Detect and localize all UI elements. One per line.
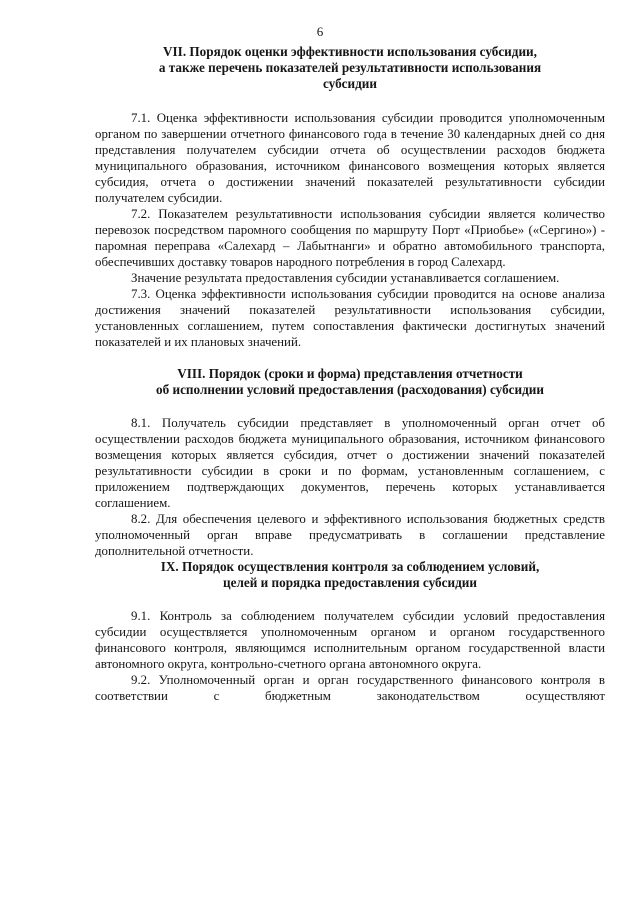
- heading-line: VIII. Порядок (сроки и форма) представления отчетности: [177, 366, 523, 381]
- paragraph-7-1: 7.1. Оценка эффективности использования субсидии проводится уполномоченным органом по завершении отчетного финансового года в течение 30 календарных дней со дня представления получателем субсидии отчета об осуществлении расходов бюджета муниципального образования, источником финансового возмещения которых является субсидия, отчета о достижении значений показателей результативности субсидии получателем субсидии.: [95, 111, 605, 205]
- section-7-heading: [95, 44, 605, 92]
- section-7: [95, 44, 605, 350]
- paragraph-result-value: Значение результата предоставления субсидии устанавливается соглашением.: [131, 271, 560, 285]
- paragraph-7-3: 7.3. Оценка эффективности использования субсидии проводится на основе анализа достижения значений показателей результативности использования субсидии, установленных соглашением, путем сопоставления фактически достигнутых значений показателей и их плановых значений.: [95, 287, 605, 349]
- heading-line: субсидии: [322, 76, 377, 91]
- paragraph-8-1: 8.1. Получатель субсидии представляет в уполномоченный орган отчет об осуществлении расходов бюджета муниципального образования, источником финансового возмещения которых является субсидия, отчет о достижении значений показателей результативности субсидии в сроки и по формам, установленным соглашением, с приложением подтверждающих документов, перечень которых устанавливается соглашением.: [95, 416, 605, 510]
- page-number: 6: [316, 24, 324, 39]
- section-8: [95, 366, 605, 559]
- heading-line: VII. Порядок оценки эффективности использования субсидии,: [163, 44, 537, 59]
- heading-line: а также перечень показателей результативности использования: [158, 60, 542, 75]
- section-8-heading: [95, 366, 605, 398]
- paragraph-9-1: 9.1. Контроль за соблюдением получателем субсидии условий предоставления субсидии осуществляется уполномоченным органом и органом государственного финансового контроля, являющимся исполнительным органом государственной власти автономного округа, контрольно-счетного органа автономного округа.: [95, 609, 605, 671]
- paragraph-7-2: 7.2. Показателем результативности использования субсидии является количество перевозок посредством паромного сообщения по маршруту Порт «Приобье» («Сергино») - паромная переправа «Салехард – Лабытнанги» и обратно автомобильного транспорта, обеспечивших доставку товаров народного потребления в город Салехард.: [95, 207, 605, 269]
- heading-line: об исполнении условий предоставления (расходования) субсидии: [156, 382, 544, 397]
- paragraph-8-2: 8.2. Для обеспечения целевого и эффективного использования бюджетных средств уполномоченный орган вправе предусматривать в соглашении представление дополнительной отчетности.: [95, 512, 605, 558]
- paragraph-9-2: 9.2. Уполномоченный орган и орган государственного финансового контроля в соответствии с бюджетным законодательством осуществляют: [95, 673, 605, 703]
- heading-line: целей и порядка предоставления субсидии: [223, 575, 477, 590]
- heading-line: IX. Порядок осуществления контроля за соблюдением условий,: [160, 559, 540, 574]
- section-9-heading: [95, 559, 605, 591]
- section-9: [95, 559, 605, 704]
